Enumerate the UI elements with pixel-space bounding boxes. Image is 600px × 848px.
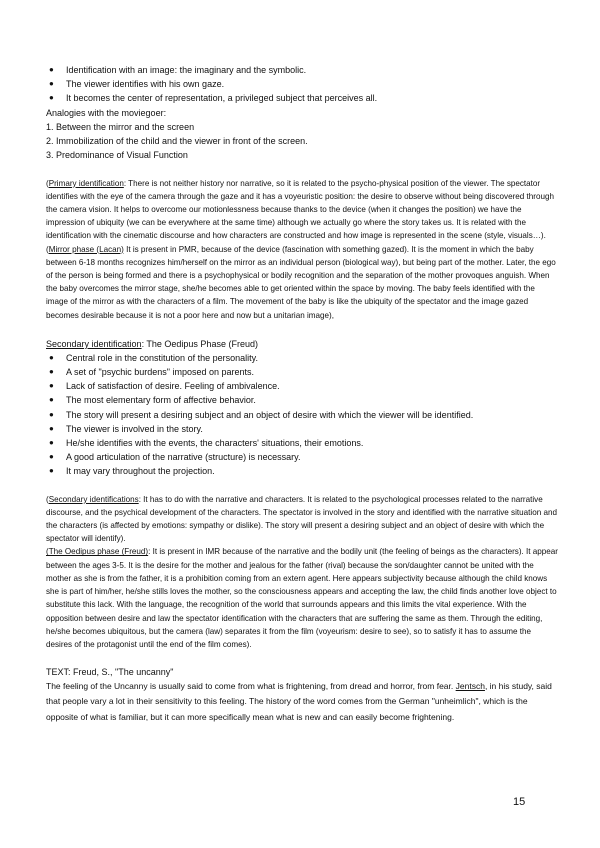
list-item: ● The viewer identifies with his own gaze.: [46, 77, 558, 91]
text-section-title: TEXT: Freud, S., "The uncanny": [46, 667, 174, 678]
bullet-icon: ●: [49, 395, 54, 405]
bullet-icon: ●: [49, 93, 54, 103]
bullet-icon: ●: [49, 423, 54, 433]
uncanny-paragraph: The feeling of the Uncanny is usually said to come from what is frightening, from dread and horror, from fear. Jentsch, in his study, said that people vary a lot in their sensitivity to this feeling. The history of the word comes from the German "unheimlich", which is the opposite of what is familiar, but it can more specifically mean what is new and can easily become frightening.: [46, 681, 552, 722]
list-item: ● Lack of satisfaction of desire. Feeling of ambivalence.: [46, 379, 558, 393]
oedipus-phase-paragraph: (The Oedipus phase (Freud): It is present in IMR because of the narrative and the bodily unit (the feeling of beings as the characters). It appear between the ages 3-5. It is the desire for the mother and jealous for the father (rival) because the son/daughter cannot be united with the mother as she is from the father, it is a prohibition coming from an extern agent. Here appears subjectivity because although the child knows she is part of him/her, he/she stills loves the mother, so the consciousness appears and accepting the law, the child finds another love object to substitute this lack. With the language, the recognition of the world that surrounds appears and this limits the vital experience. With the opposition between desire and law the spectator identification with the characters that are suffering the same as them. Through the editing, he/she becomes ubiquitous, but the camera (law) separates it from the film (voyeurism: desire to see), so to satisfy it has to assume the desires of the protagonist until the end of the film comes).: [46, 547, 558, 649]
secondary-bullet-list: [46, 351, 558, 479]
bullet-icon: ●: [49, 79, 54, 89]
list-item: ● It may vary throughout the projection.: [46, 464, 558, 478]
secondary-identifications-label: Secondary identifications: [48, 494, 139, 504]
bullet-icon: ●: [49, 65, 54, 74]
bullet-icon: ●: [49, 466, 54, 476]
intro-bullet-list: [46, 63, 558, 106]
list-item: ● The viewer is involved in the story.: [46, 422, 558, 436]
secondary-identification-label: Secondary identification: [46, 338, 142, 349]
jentsch-reference: Jentsch: [455, 681, 485, 692]
primary-identification-label: Primary identification: [48, 178, 124, 188]
list-item: ● The most elementary form of affective behavior.: [46, 393, 558, 407]
list-item: ● A set of "psychic burdens" imposed on parents.: [46, 365, 558, 379]
list-item: ● Central role in the constitution of the personality.: [46, 351, 558, 365]
secondary-identification-heading: Secondary identification: The Oedipus Phase (Freud): [46, 338, 258, 349]
document-page: [46, 63, 558, 725]
analogy-item: 1. Between the mirror and the screen: [46, 121, 195, 132]
list-item: ● The story will present a desiring subject and an object of desire with which the viewer will be identified.: [46, 408, 558, 422]
list-item: ● It becomes the center of representation, a privileged subject that perceives all.: [46, 91, 558, 105]
mirror-phase-paragraph: (Mirror phase (Lacan) It is present in PMR, because of the device (fascination with something gazed). It is the moment in which the baby between 6-18 months recognizes him/herself on the mirror as an individual person (biological way), but being part of the mother. Later, the ego of the person is being formed and there is a psychophysical or bodily recognition and the separation of the mother provoques anguish. When the baby overcomes the mirror stage, she/he becomes able to get oriented within the space by moving. The baby feels identified with the image of the mirror as with the characters of a film. The movement of the baby is like the ubiquity of the spectator and the image gazed becomes desirable because it is not a poor here and now but a unitarian image),: [46, 244, 556, 320]
bullet-icon: ●: [49, 352, 54, 362]
bullet-icon: ●: [49, 452, 54, 462]
secondary-identifications-paragraph: (Secondary identifications: It has to do with the narrative and characters. It is related to the psychological processes related to the narrative discourse, and the psychical development of the characters. The spectator is involved in the story and identified with the narrative situation and the characters (is affected by emotions: sympathy or dislike). The story will present a desiring subject and an object of desire with which the spectator will identify).: [46, 494, 557, 544]
list-item: ● He/she identifies with the events, the characters' situations, their emotions.: [46, 436, 558, 450]
list-item: ● A good articulation of the narrative (structure) is necessary.: [46, 450, 558, 464]
mirror-phase-label: Mirror phase (Lacan): [48, 244, 124, 254]
analogies-title: Analogies with the moviegoer:: [46, 107, 167, 118]
analogy-item: 2. Immobilization of the child and the viewer in front of the screen.: [46, 135, 308, 146]
bullet-icon: ●: [49, 438, 54, 448]
bullet-icon: ●: [49, 381, 54, 391]
oedipus-phase-label: (The Oedipus phase (Freud): [46, 547, 149, 557]
analogy-item: 3. Predominance of Visual Function: [46, 149, 188, 160]
list-item: ● Identification with an image: the imaginary and the symbolic.: [46, 63, 558, 77]
primary-identification-paragraph: (Primary identification: There is not neither history nor narrative, so it is related to the psycho-physical position of the viewer. The spectator identifies with the eye of the camera through the gaze and it has a voyeuristic position: the desire to observe without being discovered through the camera vision. It helps to overcome our motionlessness because thanks to the device (when it changes the position) we have the impression of ubiquity (we can be everywhere at the same time) although we actually go where the story takes us. It is related with the identification with the cinematic discourse and how characters are constructed and how image is represented in the scene (style, visuals…).: [46, 178, 554, 241]
bullet-icon: ●: [49, 409, 54, 419]
page-number: 15: [513, 796, 526, 808]
bullet-icon: ●: [49, 367, 54, 377]
